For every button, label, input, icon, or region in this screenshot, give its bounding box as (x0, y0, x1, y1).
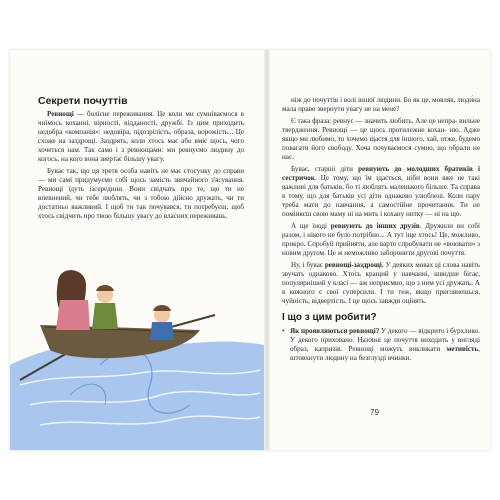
right-text-column (282, 96, 480, 366)
water (10, 341, 264, 450)
subheading: І що з цим робити? (282, 312, 377, 323)
book-spread (10, 50, 490, 450)
term-jealousy: Ревнощі (47, 110, 74, 118)
bullet-dot: • (282, 327, 285, 335)
paragraph-6: А ще іноді ревнують до інших друзів. Дружили ви собі разом, і нікого не було потрібно... А тут іще хтось! Це, можливо, прикро. Спробуй прийняти, але варто спробувати не «воювати» з новим другом. Це ж неможливо заборонити другові почуття. (282, 222, 480, 257)
page-number: 79 (370, 408, 379, 417)
paragraph-2: Буває так, що ця третя особа навіть не має стосунку до справи — ми самі придумуємо собі щось замість звичайного з'ясування. Ревнощі їдуть ізсередини. Вони свідчать про те, що ти не впевнений, чи тебе люблять, чи з тобою дійсно дружать, чи ти достатньо важливий. І щоб ти так почувався, ти потребуєш, щоб хтось свідчить про твою більшу увагу до власних переживань. (38, 167, 244, 220)
bullet-item: • Як проявляються ревнощі? У декого — відкрито і бурхливо. У декого приховано. Назовні це почуття виходить у вигляді образ, капризів. Ревнощі можуть викликати метивість, штовхнути людину на безглузді вчинки. (282, 327, 481, 362)
paragraph-3: ніж до почуттів і волі іншої людини. Бо як це, мовляв, люди́на мала право звернути увагу не на мене? (282, 96, 480, 113)
paragraph-4: Є така фраза: ревнує — значить любить. Але це непра- вильне твердження. Ревнощі — це щось протилежне кохан- ню. Адже якщо ми любимо, то хочемо щастя для іншого, хай, отже, будемо повагати його свободу. Хоча почуваємося сумно, що обрали не нас. (282, 117, 480, 161)
boat-illustration (10, 245, 264, 450)
paragraph-1: Ревнощі — болісне переживання. Це коли ми сумніваємося в чиїмось коханні, вірності, відданості, дружбі. Із цим приходить недобра «компанія»: недовіра, підозрілість, образа, ворожість... Це схоже на заздрощі. Заздрять, коли хтось має або вміє щось, чого хочеться нам. Так само і з ревнощами: ми ревнуємо людину до когось, на кого вона звертає більшу увагу. (38, 110, 244, 163)
paragraph-5: Буває, старші діти ревнують до молодших братиків і сестричок. Це тому, що їм здається, ніби вони вже не такі важливі для батьків, бо ті люблять маленького більше. Та справа в тому, що для батьків усі діти однаково улюблені. Коли пару треба мати до навчання, а самостійне прочитання. Ти не поміняєш свою маму ні на мить і кохану нитку — ні на що. (282, 165, 480, 218)
right-page (270, 50, 490, 450)
section-title: Секрети почуттів (38, 95, 128, 107)
left-page (10, 50, 264, 450)
left-text-column (38, 110, 244, 224)
paragraph-7: Ну, і буває ревнощі-заздрощі. У деяких мовах ці слова навіть звучать однаково. Хтось кращий у навчанні, швидше бігає, популярніший у класі — аж неприємно, що з ним усі дружать. А в кожного є свої суперсили. І ти теж, якщо приглянешься, чуйність, відвертість. І це щось завжди оцінять. (282, 261, 480, 305)
